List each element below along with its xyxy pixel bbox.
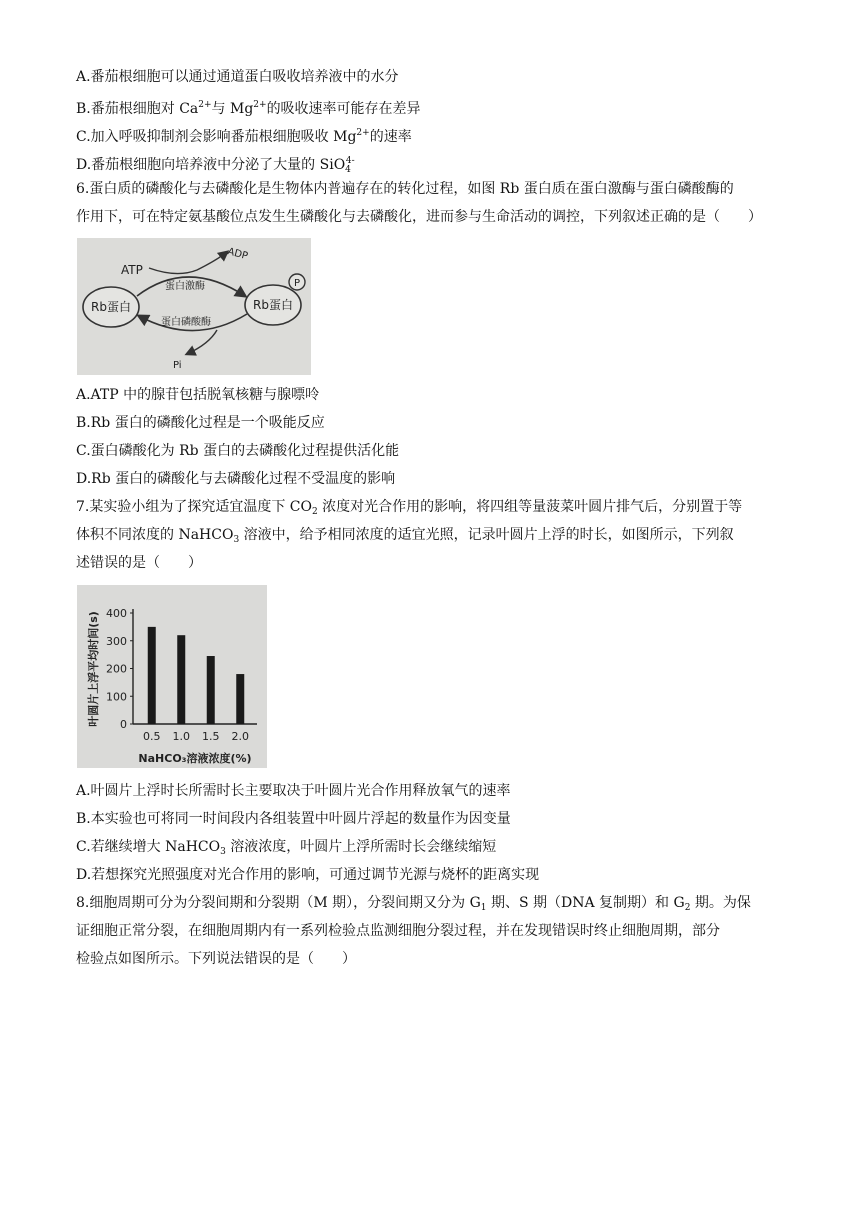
y-tick-label: 400: [106, 607, 127, 620]
q5-option-b: B.番茄根细胞对 $Ca^{2+}$与 $Mg^{2+}$的吸收速率可能存在差异: [76, 100, 421, 117]
q6-option-a: A.ATP 中的腺苷包括脱氧核糖与腺嘌呤: [76, 387, 320, 403]
q6-stem-line-2: 作用下，可在特定氨基酸位点发生生磷酸化与去磷酸化，进而参与生命活动的调控，下列叙述正确的是（ ）: [76, 209, 762, 225]
pi-label: Pi: [173, 360, 182, 371]
phosphate-label: P: [293, 278, 301, 289]
right-node-label: Rb蛋白: [253, 298, 293, 312]
q8-stem-line-1: 8.细胞周期可分为分裂间期和分裂期（M 期），分裂间期又分为 $G_1$ 期、S 期（DNA 复制期）和 $G_2$ 期。为保: [76, 895, 751, 913]
q5-option-c: C.加入呼吸抑制剂会影响番茄根细胞吸收 $Mg^{2+}$的速率: [76, 128, 412, 145]
x-tick-label: 2.0: [231, 730, 249, 743]
q7-stem-line-3: 述错误的是（ ）: [76, 555, 202, 571]
bar: [148, 627, 156, 724]
y-tick-label: 0: [120, 718, 127, 731]
q7-stem-line-1: 7.某实验小组为了探究适宜温度下 $CO_2$ 浓度对光合作用的影响，将四组等量菠菜叶圆片排气后，分别置于等: [76, 499, 743, 517]
q5-option-d: D.番茄根细胞向培养液中分泌了大量的 SiO$_4^{4-}$: [76, 156, 355, 175]
left-node-label: Rb蛋白: [91, 300, 131, 314]
atp-adp-arrow: [149, 252, 227, 274]
q7-stem-line-2: 体积不同浓度的 NaHCO$_3$ 溶液中，给予相同浓度的适宜光照，记录叶圆片上浮的时长，如图所示，下列叙: [76, 527, 734, 545]
x-tick-label: 1.5: [202, 730, 220, 743]
x-tick-label: 0.5: [143, 730, 161, 743]
x-axis-label: NaHCO₃溶液浓度(%): [138, 752, 252, 765]
q8-stem-line-3: 检验点如图所示。下列说法错误的是（ ）: [76, 951, 356, 967]
rb-phosphorylation-diagram: [77, 238, 311, 375]
q6-stem-line-1: 6.蛋白质的磷酸化与去磷酸化是生物体内普遍存在的转化过程，如图 Rb 蛋白质在蛋白激酶与蛋白磷酸酶的: [76, 181, 734, 197]
y-tick-label: 300: [106, 634, 127, 648]
bar: [207, 656, 215, 724]
q7-option-b: B.本实验也可将同一时间段内各组装置中叶圆片浮起的数量作为因变量: [76, 811, 511, 827]
q6-option-d: D.Rb 蛋白的磷酸化与去磷酸化过程不受温度的影响: [76, 471, 396, 487]
q7-option-c: C.若继续增大 NaHCO$_3$ 溶液浓度，叶圆片上浮所需时长会继续缩短: [76, 839, 497, 857]
phosphatase-label: 蛋白磷酸酶: [161, 317, 211, 328]
bar-chart-figure: [77, 585, 267, 768]
y-tick-label: 200: [106, 662, 127, 676]
adp-label: ADP: [226, 246, 249, 263]
kinase-label: 蛋白激酶: [165, 281, 205, 292]
y-axis-label: 叶圆片上浮平均时间(s): [87, 611, 100, 727]
q8-stem-line-2: 证细胞正常分裂，在细胞周期内有一系列检验点监测细胞分裂过程，并在发现错误时终止细胞周期，部分: [76, 923, 720, 939]
q6-option-b: B.Rb 蛋白的磷酸化过程是一个吸能反应: [76, 415, 325, 431]
q5-option-a: A.番茄根细胞可以通过通道蛋白吸收培养液中的水分: [76, 69, 399, 85]
pi-arrow: [187, 330, 217, 354]
q7-option-d: D.若想探究光照强度对光合作用的影响，可通过调节光源与烧杯的距离实现: [76, 867, 540, 883]
bar-chart-svg: [77, 585, 267, 768]
q6-option-c: C.蛋白磷酸化为 Rb 蛋白的去磷酸化过程提供活化能: [76, 443, 400, 459]
bar: [236, 674, 244, 724]
y-tick-label: 100: [106, 690, 127, 704]
bar: [177, 635, 185, 724]
atp-label: ATP: [121, 263, 143, 277]
q7-option-a: A.叶圆片上浮时长所需时长主要取决于叶圆片光合作用释放氧气的速率: [76, 783, 511, 799]
x-tick-label: 1.0: [172, 730, 190, 743]
